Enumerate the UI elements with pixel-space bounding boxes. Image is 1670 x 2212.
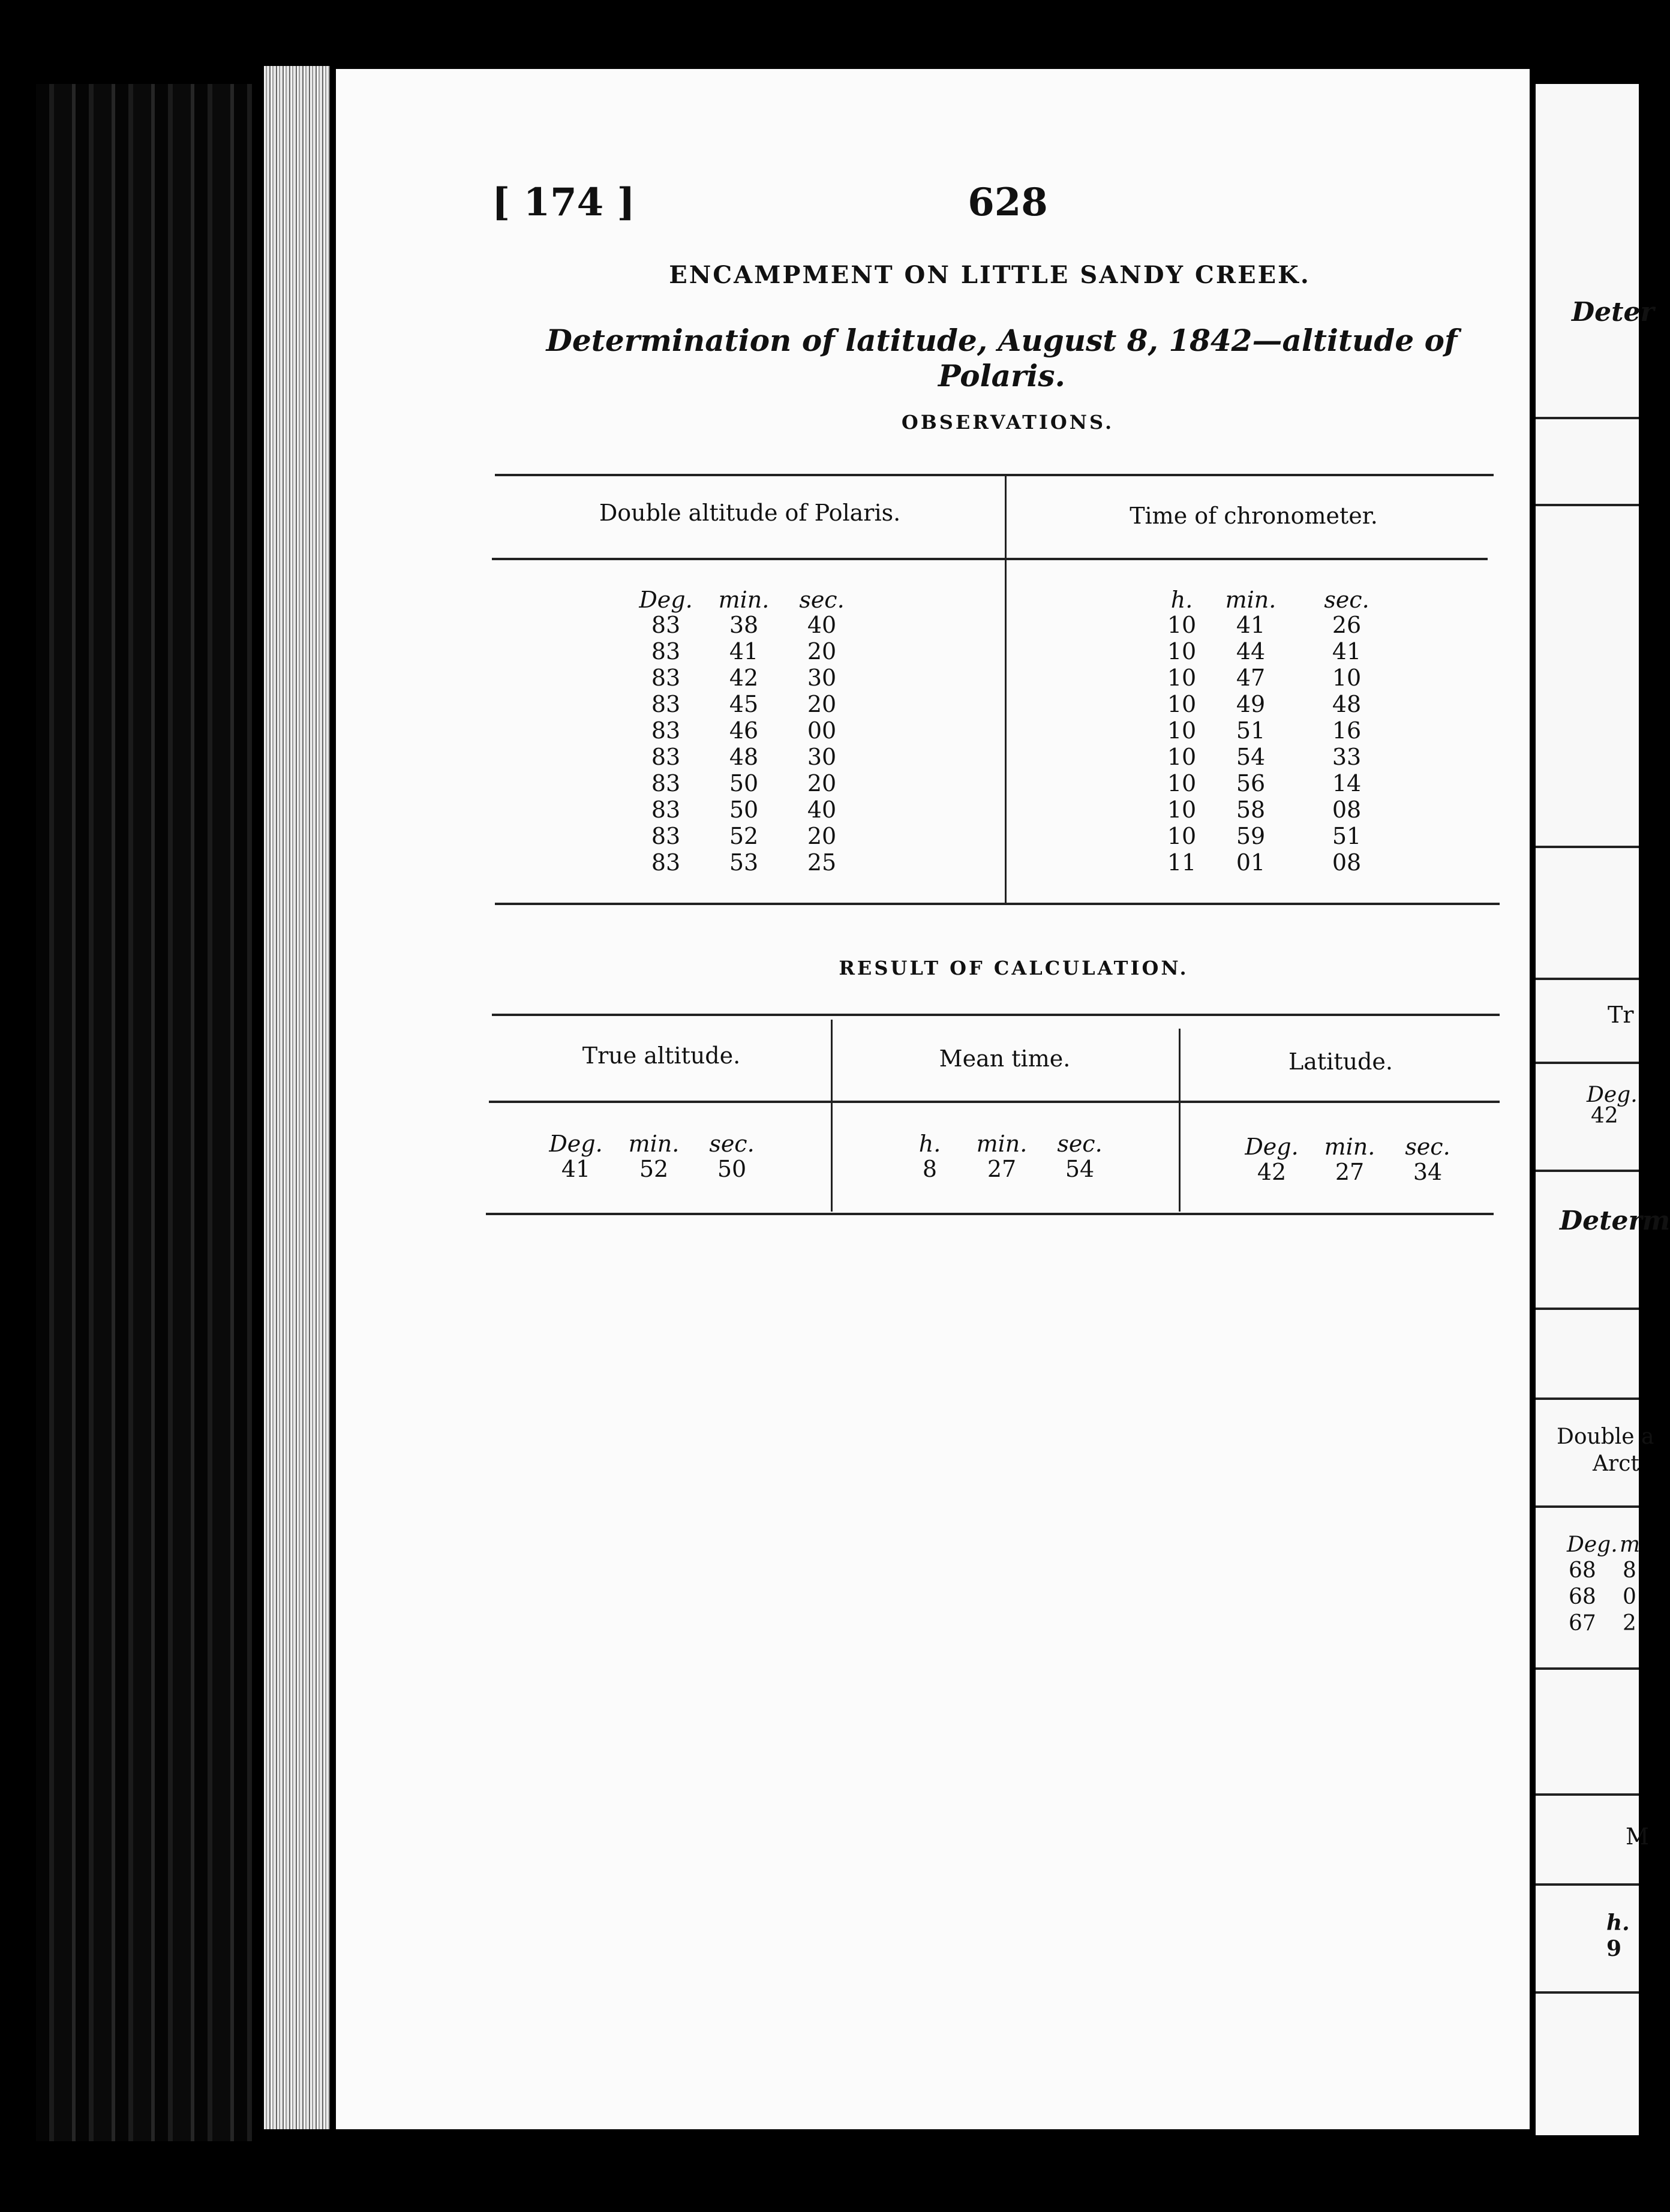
obs-col2-header: Time of chronometer. bbox=[1130, 503, 1378, 529]
result-unit2-sec: sec. bbox=[1057, 1131, 1103, 1157]
obs-h-cell: 10 bbox=[1167, 612, 1197, 638]
result-lat-deg: 42 bbox=[1257, 1159, 1287, 1185]
right-rule bbox=[1536, 1991, 1639, 1994]
result-divider-1 bbox=[831, 1020, 833, 1212]
obs-deg-cell: 83 bbox=[651, 770, 681, 797]
obs-tmin-cell: 54 bbox=[1236, 744, 1266, 770]
obs-sec-cell: 00 bbox=[807, 717, 837, 744]
obs-bottom-rule bbox=[495, 903, 1500, 905]
obs-sec-cell: 40 bbox=[807, 797, 837, 823]
right-rule bbox=[1536, 417, 1639, 419]
obs-h-cell: 10 bbox=[1167, 717, 1197, 744]
obs-min-cell: 50 bbox=[729, 770, 759, 797]
obs-header-rule bbox=[492, 558, 1488, 560]
obs-tsec-cell: 41 bbox=[1332, 638, 1362, 665]
result-mean-sec: 54 bbox=[1065, 1156, 1095, 1182]
obs-sec-cell: 20 bbox=[807, 638, 837, 665]
obs-sec-cell: 40 bbox=[807, 612, 837, 638]
obs-tmin-cell: 01 bbox=[1236, 849, 1266, 876]
right-fragment-row2: 68 bbox=[1569, 1585, 1596, 1609]
right-fragment-row3b: 2 bbox=[1623, 1611, 1636, 1636]
obs-sec-cell: 20 bbox=[807, 770, 837, 797]
obs-min-cell: 46 bbox=[729, 717, 759, 744]
obs-min-cell: 50 bbox=[729, 797, 759, 823]
result-lat-sec: 34 bbox=[1413, 1159, 1443, 1185]
obs-sec-cell: 20 bbox=[807, 691, 837, 717]
right-rule bbox=[1536, 1062, 1639, 1064]
result-col2-header: Mean time. bbox=[939, 1045, 1071, 1072]
result-unit2-h: h. bbox=[918, 1131, 941, 1157]
right-rule bbox=[1536, 1397, 1639, 1400]
result-col3-header: Latitude. bbox=[1288, 1048, 1393, 1075]
result-unit1-min: min. bbox=[628, 1131, 680, 1157]
obs-deg-cell: 83 bbox=[651, 691, 681, 717]
right-fragment-tr: Tr bbox=[1608, 1002, 1634, 1028]
right-fragment-h: h. bbox=[1606, 1910, 1630, 1936]
obs-tsec-cell: 33 bbox=[1332, 744, 1362, 770]
obs-min-cell: 45 bbox=[729, 691, 759, 717]
obs-tmin-cell: 41 bbox=[1236, 612, 1266, 638]
obs-top-rule bbox=[495, 474, 1494, 476]
obs-sec-cell: 20 bbox=[807, 823, 837, 849]
result-unit3-deg: Deg. bbox=[1245, 1134, 1299, 1160]
result-true-min: 52 bbox=[639, 1156, 669, 1182]
result-divider-2 bbox=[1179, 1029, 1181, 1212]
obs-tmin-cell: 44 bbox=[1236, 638, 1266, 665]
obs-min-cell: 41 bbox=[729, 638, 759, 665]
obs-col-divider bbox=[1005, 475, 1007, 904]
obs-deg-cell: 83 bbox=[651, 612, 681, 638]
obs-tsec-cell: 08 bbox=[1332, 849, 1362, 876]
book-spine-shadow bbox=[36, 84, 252, 2141]
result-unit1-deg: Deg. bbox=[549, 1131, 603, 1157]
right-rule bbox=[1536, 1170, 1639, 1172]
right-rule bbox=[1536, 1308, 1639, 1310]
obs-min-cell: 53 bbox=[729, 849, 759, 876]
observations-label: OBSERVATIONS. bbox=[901, 411, 1115, 434]
result-true-deg: 41 bbox=[561, 1156, 591, 1182]
obs-h-cell: 10 bbox=[1167, 665, 1197, 691]
obs-tmin-cell: 49 bbox=[1236, 691, 1266, 717]
obs-min-cell: 38 bbox=[729, 612, 759, 638]
obs-unit-deg: Deg. bbox=[639, 587, 693, 613]
obs-sec-cell: 30 bbox=[807, 744, 837, 770]
obs-unit-tmin: min. bbox=[1225, 587, 1276, 613]
page-bracket-number: [ 174 ] bbox=[492, 180, 635, 225]
obs-tmin-cell: 58 bbox=[1236, 797, 1266, 823]
obs-unit-tsec: sec. bbox=[1324, 587, 1369, 613]
right-rule bbox=[1536, 1883, 1639, 1886]
right-fragment-9: 9 bbox=[1606, 1936, 1622, 1961]
obs-deg-cell: 83 bbox=[651, 823, 681, 849]
right-page-fragment bbox=[1536, 84, 1670, 2135]
result-mean-min: 27 bbox=[987, 1156, 1017, 1182]
page-number: 628 bbox=[968, 180, 1048, 225]
right-rule bbox=[1536, 1667, 1639, 1670]
obs-tsec-cell: 10 bbox=[1332, 665, 1362, 691]
obs-sec-cell: 30 bbox=[807, 665, 837, 691]
obs-tsec-cell: 14 bbox=[1332, 770, 1362, 797]
right-rule bbox=[1536, 846, 1639, 848]
obs-deg-cell: 83 bbox=[651, 717, 681, 744]
obs-tmin-cell: 59 bbox=[1236, 823, 1266, 849]
obs-deg-cell: 83 bbox=[651, 744, 681, 770]
obs-tsec-cell: 48 bbox=[1332, 691, 1362, 717]
obs-col1-header: Double altitude of Polaris. bbox=[599, 500, 901, 526]
result-header-rule bbox=[489, 1101, 1500, 1103]
result-unit3-sec: sec. bbox=[1405, 1134, 1450, 1160]
right-fragment-unit-m: m bbox=[1620, 1532, 1641, 1557]
obs-min-cell: 42 bbox=[729, 665, 759, 691]
right-fragment-42: 42 bbox=[1591, 1104, 1618, 1128]
obs-deg-cell: 83 bbox=[651, 665, 681, 691]
right-fragment-title: Deter bbox=[1572, 297, 1654, 327]
obs-tsec-cell: 16 bbox=[1332, 717, 1362, 744]
obs-tmin-cell: 51 bbox=[1236, 717, 1266, 744]
obs-deg-cell: 83 bbox=[651, 797, 681, 823]
obs-tmin-cell: 56 bbox=[1236, 770, 1266, 797]
obs-sec-cell: 25 bbox=[807, 849, 837, 876]
obs-h-cell: 10 bbox=[1167, 691, 1197, 717]
right-fragment-deg: Deg. bbox=[1587, 1083, 1638, 1107]
obs-unit-h: h. bbox=[1170, 587, 1193, 613]
right-fragment-m: M bbox=[1626, 1823, 1649, 1850]
result-true-sec: 50 bbox=[717, 1156, 747, 1182]
right-rule bbox=[1536, 1793, 1639, 1796]
obs-min-cell: 52 bbox=[729, 823, 759, 849]
obs-tsec-cell: 08 bbox=[1332, 797, 1362, 823]
result-lat-min: 27 bbox=[1335, 1159, 1365, 1185]
right-rule bbox=[1536, 978, 1639, 980]
obs-min-cell: 48 bbox=[729, 744, 759, 770]
right-fragment-arct: Arct bbox=[1593, 1451, 1639, 1476]
right-rule bbox=[1536, 1505, 1639, 1508]
obs-h-cell: 10 bbox=[1167, 744, 1197, 770]
result-unit1-sec: sec. bbox=[709, 1131, 755, 1157]
obs-h-cell: 10 bbox=[1167, 823, 1197, 849]
section-heading: ENCAMPMENT ON LITTLE SANDY CREEK. bbox=[669, 261, 1311, 289]
obs-deg-cell: 83 bbox=[651, 638, 681, 665]
result-bottom-rule bbox=[486, 1213, 1494, 1215]
obs-tmin-cell: 47 bbox=[1236, 665, 1266, 691]
right-fragment-double: Double a bbox=[1557, 1424, 1654, 1449]
right-fragment-determ: Determ bbox=[1560, 1206, 1670, 1236]
obs-unit-min: min. bbox=[718, 587, 770, 613]
obs-h-cell: 10 bbox=[1167, 770, 1197, 797]
result-unit2-min: min. bbox=[976, 1131, 1028, 1157]
result-unit3-min: min. bbox=[1324, 1134, 1375, 1160]
result-col1-header: True altitude. bbox=[582, 1042, 741, 1069]
right-fragment-unit-deg: Deg. bbox=[1567, 1532, 1618, 1557]
obs-h-cell: 10 bbox=[1167, 797, 1197, 823]
obs-unit-sec: sec. bbox=[799, 587, 845, 613]
right-rule bbox=[1536, 504, 1639, 506]
result-label: RESULT OF CALCULATION. bbox=[839, 957, 1189, 979]
section-subheading: Determination of latitude, August 8, 1842—altitude of Polaris. bbox=[546, 323, 1458, 393]
obs-tsec-cell: 51 bbox=[1332, 823, 1362, 849]
right-fragment-row3: 67 bbox=[1569, 1611, 1596, 1636]
obs-tsec-cell: 26 bbox=[1332, 612, 1362, 638]
result-top-rule bbox=[492, 1014, 1500, 1016]
obs-deg-cell: 83 bbox=[651, 849, 681, 876]
right-fragment-row1: 68 bbox=[1569, 1558, 1596, 1583]
right-fragment-row1b: 8 bbox=[1623, 1558, 1636, 1583]
page-edges bbox=[264, 66, 330, 2129]
result-mean-h: 8 bbox=[922, 1156, 938, 1182]
right-fragment-row2b: 0 bbox=[1623, 1585, 1636, 1609]
obs-h-cell: 10 bbox=[1167, 638, 1197, 665]
obs-h-cell: 11 bbox=[1167, 849, 1197, 876]
